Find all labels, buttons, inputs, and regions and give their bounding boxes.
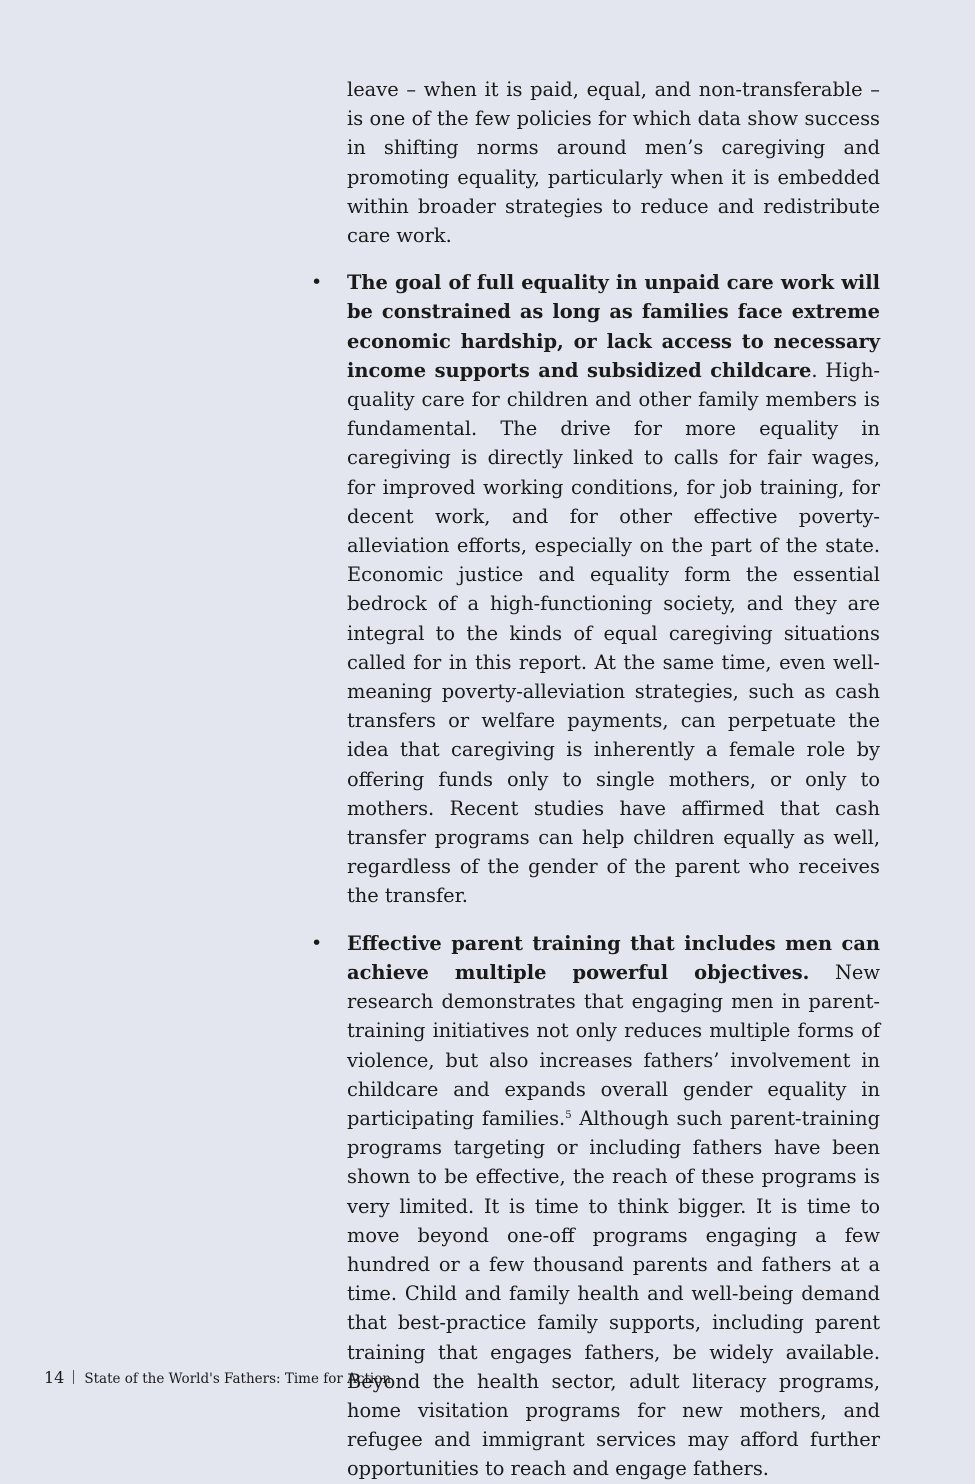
- bullet-body-text: New research demonstrates that engaging men in parent-training initiatives not only reduces multiple forms of violence, but also increases fathers’ involvement in childcare and expands overall gender equality in participating families.: [347, 960, 880, 1130]
- bullet-lead-text: Effective parent training that includes men can achieve multiple powerful objectives.: [347, 931, 880, 984]
- bullet-marker: •: [311, 931, 323, 954]
- bullet-body-text: . High-quality care for children and other family members is fundamental. The drive for more equality in caregiving is directly linked to calls for fair wages, for improved working conditions, for job training, for decent work, and for other effective poverty-alleviation efforts, especially on the part of the state. Economic justice and equality form the essential bedrock of a high-functioning society, and they are integral to the kinds of equal caregiving situations called for in this report. At the same time, even well-meaning poverty-alleviation strategies, such as cash transfers or welfare payments, can perpetuate the idea that caregiving is inherently a female role by offering funds only to single mothers, or only to mothers. Recent studies have affirmed that cash transfer programs can help children equally as well, regardless of the gender of the parent who receives the transfer.: [347, 358, 880, 908]
- page-footer: [44, 1368, 391, 1387]
- bullet-body-text-continued: Although such parent-training programs targeting or including fathers have been shown to be effective, the reach of these programs is very limited. It is time to think bigger. It is time to move beyond one-off programs engaging a few hundred or a few thousand parents and fathers at a time. Child and family health and well-being demand that best-practice family supports, including parent training that engages fathers, be widely available. Beyond the health sector, adult literacy programs, home visitation programs for new mothers, and refugee and immigrant services may afford further opportunities to reach and engage fathers.: [347, 1106, 880, 1481]
- footnote-reference[interactable]: 5: [565, 1109, 572, 1121]
- bullet-paragraph: [347, 268, 880, 910]
- main-text-column: [311, 75, 880, 1484]
- footer-divider: [73, 1370, 74, 1384]
- bullet-lead-text: The goal of full equality in unpaid care work will be constrained as long as families face extreme economic hardship, or lack access to necessary income supports and subsidized childcare: [347, 271, 880, 382]
- page-number: 14: [44, 1368, 65, 1387]
- bullet-item-parent-training: [311, 929, 880, 1484]
- bullet-item-economic-hardship: [311, 268, 880, 910]
- bullet-marker: •: [311, 271, 323, 294]
- bullet-paragraph: [347, 929, 880, 1484]
- continuation-paragraph: leave – when it is paid, equal, and non-transferable – is one of the few policies for which data show success in shifting norms around men’s caregiving and promoting equality, particularly when it is embedded within broader strategies to reduce and redistribute care work.: [347, 78, 880, 248]
- footer-publication-title: State of the World's Fathers: Time for Action: [84, 1371, 392, 1387]
